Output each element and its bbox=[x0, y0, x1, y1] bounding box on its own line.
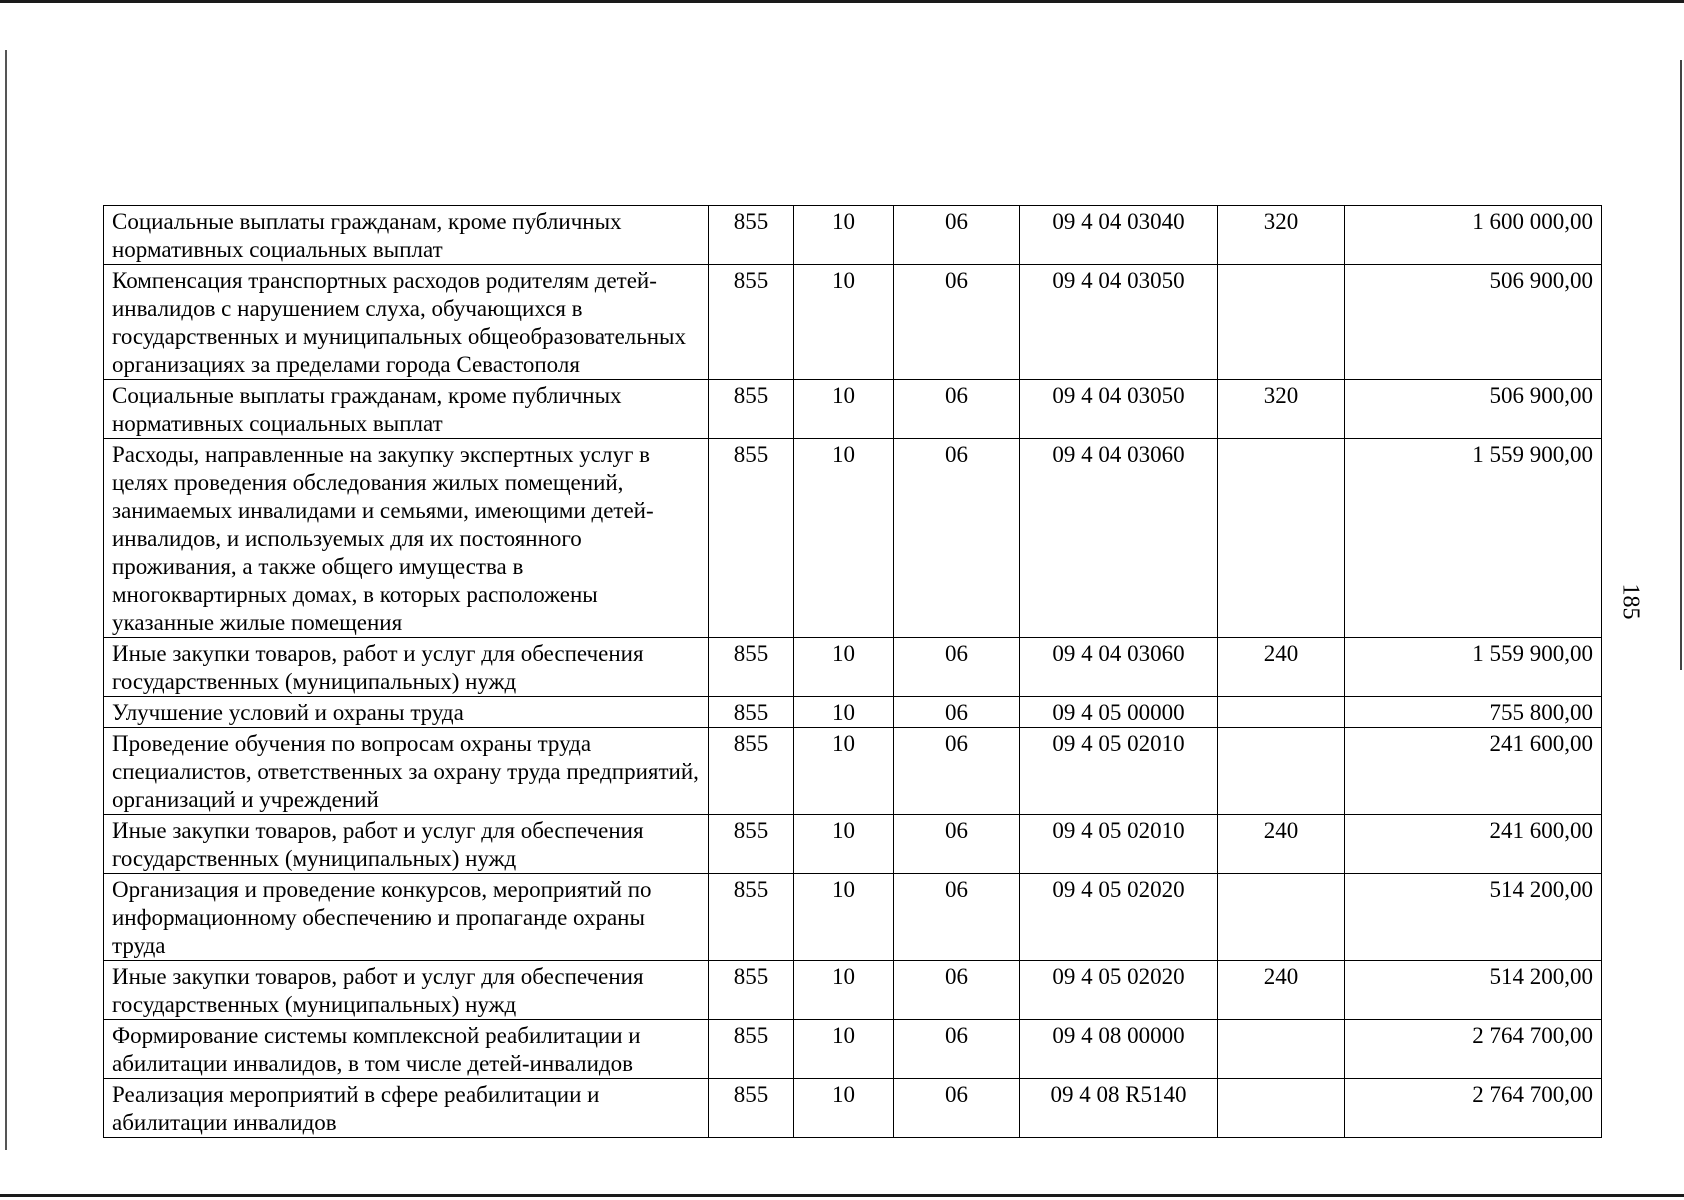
row-name: Иные закупки товаров, работ и услуг для обеспечения государственных (муниципальных) нужд bbox=[104, 961, 709, 1020]
row-expense-type: 240 bbox=[1218, 815, 1345, 874]
row-name: Формирование системы комплексной реабилитации и абилитации инвалидов, в том числе детей-инвалидов bbox=[104, 1020, 709, 1079]
row-target-article: 09 4 04 03060 bbox=[1020, 638, 1218, 697]
row-section: 10 bbox=[794, 815, 894, 874]
row-subsection: 06 bbox=[894, 439, 1020, 638]
table-row bbox=[104, 1020, 1602, 1079]
row-name: Организация и проведение конкурсов, мероприятий по информационному обеспечению и пропаганде охраны труда bbox=[104, 874, 709, 961]
row-sum: 514 200,00 bbox=[1345, 874, 1602, 961]
row-name: Социальные выплаты гражданам, кроме публичных нормативных социальных выплат bbox=[104, 380, 709, 439]
row-expense-type bbox=[1218, 874, 1345, 961]
row-grbs: 855 bbox=[709, 265, 794, 380]
row-expense-type bbox=[1218, 265, 1345, 380]
row-sum: 2 764 700,00 bbox=[1345, 1079, 1602, 1138]
row-grbs: 855 bbox=[709, 206, 794, 265]
row-grbs: 855 bbox=[709, 728, 794, 815]
row-expense-type bbox=[1218, 1020, 1345, 1079]
page-number: 185 bbox=[1617, 583, 1644, 620]
row-section: 10 bbox=[794, 206, 894, 265]
row-section: 10 bbox=[794, 265, 894, 380]
row-subsection: 06 bbox=[894, 815, 1020, 874]
row-sum: 2 764 700,00 bbox=[1345, 1020, 1602, 1079]
row-target-article: 09 4 08 R5140 bbox=[1020, 1079, 1218, 1138]
row-sum: 1 559 900,00 bbox=[1345, 439, 1602, 638]
row-section: 10 bbox=[794, 874, 894, 961]
row-target-article: 09 4 08 00000 bbox=[1020, 1020, 1218, 1079]
row-sum: 506 900,00 bbox=[1345, 265, 1602, 380]
row-sum: 506 900,00 bbox=[1345, 380, 1602, 439]
row-expense-type bbox=[1218, 1079, 1345, 1138]
row-target-article: 09 4 05 02010 bbox=[1020, 728, 1218, 815]
table-row bbox=[104, 439, 1602, 638]
row-expense-type bbox=[1218, 728, 1345, 815]
table-row bbox=[104, 638, 1602, 697]
row-name: Компенсация транспортных расходов родителям детей-инвалидов с нарушением слуха, обучающихся в государственных и муниципальных общеобразовательных организациях за пределами города Севастополя bbox=[104, 265, 709, 380]
row-sum: 241 600,00 bbox=[1345, 815, 1602, 874]
row-subsection: 06 bbox=[894, 1020, 1020, 1079]
table-row bbox=[104, 728, 1602, 815]
row-subsection: 06 bbox=[894, 206, 1020, 265]
row-target-article: 09 4 05 02010 bbox=[1020, 815, 1218, 874]
row-subsection: 06 bbox=[894, 697, 1020, 728]
budget-table bbox=[103, 205, 1602, 1138]
row-target-article: 09 4 04 03040 bbox=[1020, 206, 1218, 265]
row-grbs: 855 bbox=[709, 1020, 794, 1079]
row-grbs: 855 bbox=[709, 874, 794, 961]
row-name: Иные закупки товаров, работ и услуг для обеспечения государственных (муниципальных) нужд bbox=[104, 638, 709, 697]
row-grbs: 855 bbox=[709, 638, 794, 697]
row-name: Иные закупки товаров, работ и услуг для обеспечения государственных (муниципальных) нужд bbox=[104, 815, 709, 874]
row-section: 10 bbox=[794, 380, 894, 439]
row-name: Реализация мероприятий в сфере реабилитации и абилитации инвалидов bbox=[104, 1079, 709, 1138]
table-row bbox=[104, 815, 1602, 874]
row-subsection: 06 bbox=[894, 961, 1020, 1020]
row-target-article: 09 4 04 03060 bbox=[1020, 439, 1218, 638]
table-row bbox=[104, 961, 1602, 1020]
table-row bbox=[104, 1079, 1602, 1138]
row-sum: 241 600,00 bbox=[1345, 728, 1602, 815]
row-subsection: 06 bbox=[894, 874, 1020, 961]
row-section: 10 bbox=[794, 1020, 894, 1079]
row-sum: 514 200,00 bbox=[1345, 961, 1602, 1020]
table-row bbox=[104, 206, 1602, 265]
row-sum: 755 800,00 bbox=[1345, 697, 1602, 728]
row-expense-type: 320 bbox=[1218, 380, 1345, 439]
row-grbs: 855 bbox=[709, 1079, 794, 1138]
row-name: Расходы, направленные на закупку экспертных услуг в целях проведения обследования жилых помещений, занимаемых инвалидами и семьями, имеющими детей-инвалидов, и используемых для их постоянного проживания, а также общего имущества в многоквартирных домах, в которых расположены указанные жилые помещения bbox=[104, 439, 709, 638]
row-grbs: 855 bbox=[709, 439, 794, 638]
row-grbs: 855 bbox=[709, 380, 794, 439]
table-row bbox=[104, 265, 1602, 380]
row-name: Социальные выплаты гражданам, кроме публичных нормативных социальных выплат bbox=[104, 206, 709, 265]
row-section: 10 bbox=[794, 728, 894, 815]
row-section: 10 bbox=[794, 1079, 894, 1138]
row-section: 10 bbox=[794, 697, 894, 728]
scan-border-top bbox=[0, 0, 1684, 3]
row-grbs: 855 bbox=[709, 961, 794, 1020]
table-row bbox=[104, 697, 1602, 728]
row-expense-type: 320 bbox=[1218, 206, 1345, 265]
row-target-article: 09 4 04 03050 bbox=[1020, 265, 1218, 380]
row-name: Улучшение условий и охраны труда bbox=[104, 697, 709, 728]
row-target-article: 09 4 05 02020 bbox=[1020, 961, 1218, 1020]
row-grbs: 855 bbox=[709, 697, 794, 728]
scan-border-bottom bbox=[0, 1194, 1684, 1197]
row-expense-type: 240 bbox=[1218, 638, 1345, 697]
row-section: 10 bbox=[794, 439, 894, 638]
row-subsection: 06 bbox=[894, 1079, 1020, 1138]
row-target-article: 09 4 04 03050 bbox=[1020, 380, 1218, 439]
row-subsection: 06 bbox=[894, 638, 1020, 697]
row-subsection: 06 bbox=[894, 265, 1020, 380]
table-row bbox=[104, 874, 1602, 961]
row-name: Проведение обучения по вопросам охраны труда специалистов, ответственных за охрану труда предприятий, организаций и учреждений bbox=[104, 728, 709, 815]
row-expense-type bbox=[1218, 439, 1345, 638]
row-sum: 1 559 900,00 bbox=[1345, 638, 1602, 697]
row-subsection: 06 bbox=[894, 380, 1020, 439]
row-target-article: 09 4 05 00000 bbox=[1020, 697, 1218, 728]
row-section: 10 bbox=[794, 961, 894, 1020]
row-grbs: 855 bbox=[709, 815, 794, 874]
scan-border-right bbox=[1680, 60, 1682, 670]
scan-border-left bbox=[5, 50, 7, 1150]
row-section: 10 bbox=[794, 638, 894, 697]
row-expense-type: 240 bbox=[1218, 961, 1345, 1020]
row-expense-type bbox=[1218, 697, 1345, 728]
row-target-article: 09 4 05 02020 bbox=[1020, 874, 1218, 961]
row-subsection: 06 bbox=[894, 728, 1020, 815]
row-sum: 1 600 000,00 bbox=[1345, 206, 1602, 265]
table-row bbox=[104, 380, 1602, 439]
